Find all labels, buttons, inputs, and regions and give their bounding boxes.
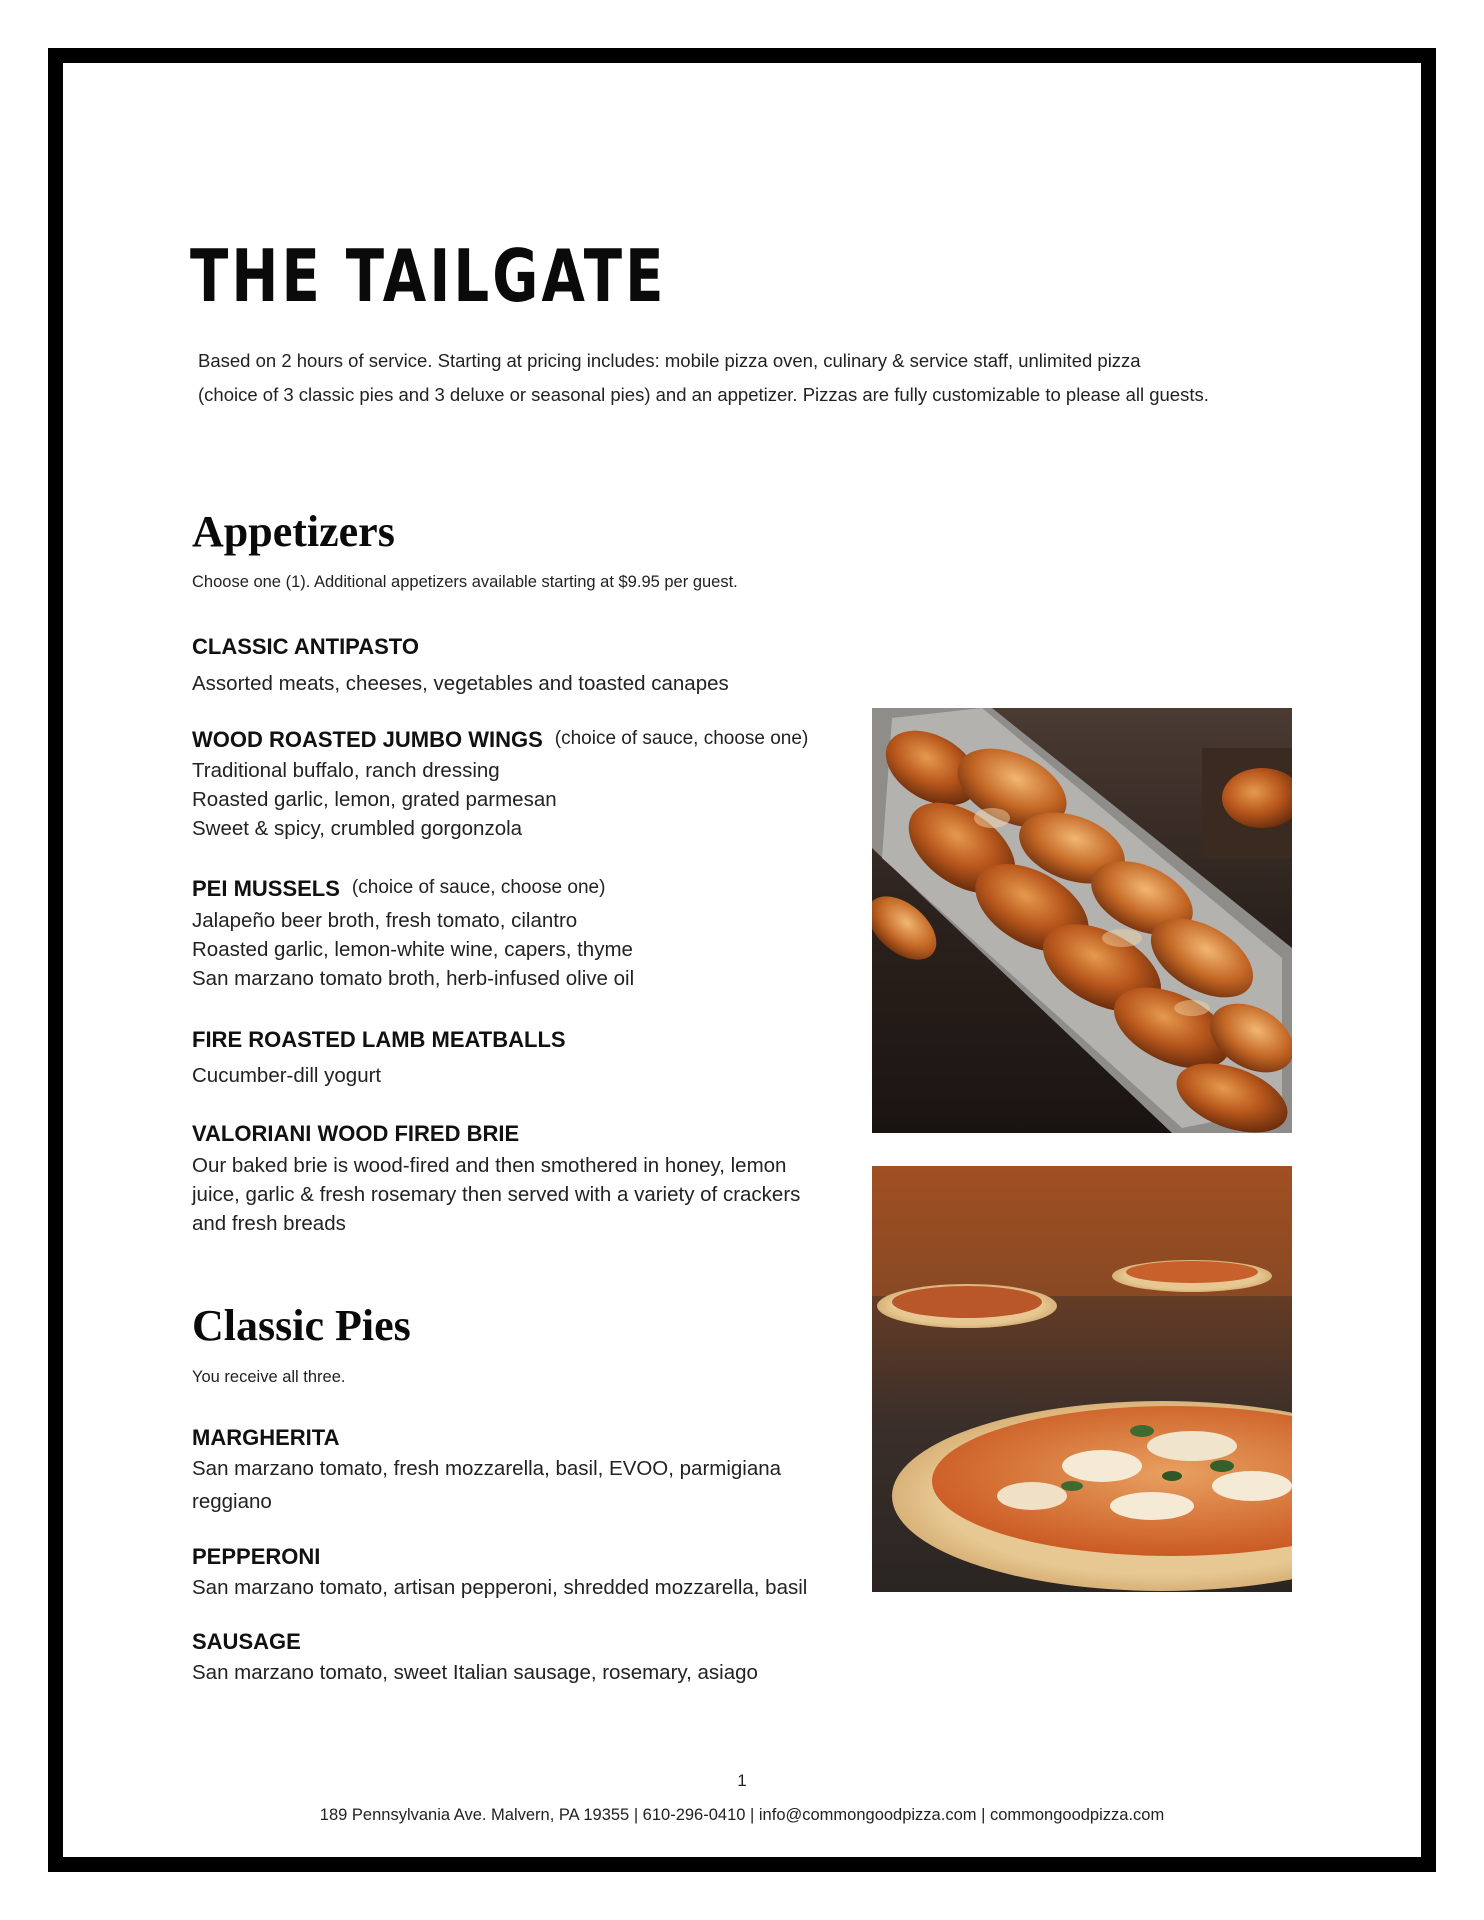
menu-item-description	[192, 1061, 832, 1090]
intro-line: Based on 2 hours of service. Starting at pricing includes: mobile pizza oven, culinary & service staff, unlimited pizza	[198, 350, 1141, 371]
description-line: Assorted meats, cheeses, vegetables and toasted canapes	[192, 672, 729, 695]
description-line: reggiano	[192, 1490, 272, 1513]
pizza-photo-image	[872, 1166, 1292, 1592]
menu-item-description	[192, 1151, 832, 1238]
description-line: and fresh breads	[192, 1212, 346, 1235]
menu-item-name: SAUSAGE	[192, 1629, 301, 1654]
menu-item-name: WOOD ROASTED JUMBO WINGS	[192, 727, 543, 752]
page-number: 1	[737, 1771, 747, 1790]
menu-item-title	[192, 1029, 566, 1051]
description-line: Our baked brie is wood-fired and then smothered in honey, lemon	[192, 1154, 787, 1177]
menu-item-description	[192, 906, 832, 993]
description-line: Traditional buffalo, ranch dressing	[192, 759, 500, 782]
menu-item-description	[192, 1658, 832, 1687]
description-line: Sweet & spicy, crumbled gorgonzola	[192, 817, 523, 840]
wings-photo	[872, 708, 1292, 1133]
description-line: Roasted garlic, lemon-white wine, capers, thyme	[192, 938, 633, 961]
menu-item-note: (choice of sauce, choose one)	[351, 877, 606, 898]
page-title: THE TAILGATE	[190, 234, 667, 318]
wings-photo-image	[872, 708, 1292, 1133]
intro-text	[198, 344, 1248, 412]
description-line: San marzano tomato, artisan pepperoni, shredded mozzarella, basil	[192, 1576, 808, 1599]
intro-line: (choice of 3 classic pies and 3 deluxe or seasonal pies) and an appetizer. Pizzas are fully customizable to please all guests.	[198, 384, 1209, 405]
appetizers-note: Choose one (1). Additional appetizers available starting at $9.95 per guest.	[192, 573, 738, 591]
menu-item-note: (choice of sauce, choose one)	[554, 728, 809, 749]
footer-contact: 189 Pennsylvania Ave. Malvern, PA 19355 | 610-296-0410 | info@commongoodpizza.com | commongoodpizza.com	[319, 1806, 1165, 1824]
menu-item-title	[192, 1123, 519, 1145]
menu-item-title	[192, 729, 808, 751]
description-line: San marzano tomato, fresh mozzarella, basil, EVOO, parmigiana	[192, 1457, 782, 1480]
description-line: San marzano tomato broth, herb-infused olive oil	[192, 967, 635, 990]
menu-item-name: CLASSIC ANTIPASTO	[192, 634, 419, 659]
menu-item-title	[192, 1631, 301, 1653]
appetizers-heading: Appetizers	[192, 507, 395, 556]
menu-item-name: MARGHERITA	[192, 1425, 340, 1450]
menu-item-description	[192, 1454, 832, 1516]
classic-pies-note: You receive all three.	[192, 1368, 346, 1386]
description-line: Roasted garlic, lemon, grated parmesan	[192, 788, 557, 811]
description-line: San marzano tomato, sweet Italian sausage, rosemary, asiago	[192, 1661, 758, 1684]
menu-item-name: FIRE ROASTED LAMB MEATBALLS	[192, 1027, 566, 1052]
menu-item-title	[192, 1546, 320, 1568]
description-line: Jalapeño beer broth, fresh tomato, cilantro	[192, 909, 578, 932]
description-line: Cucumber-dill yogurt	[192, 1064, 382, 1087]
menu-item-name: VALORIANI WOOD FIRED BRIE	[192, 1121, 520, 1146]
menu-item-title	[192, 878, 605, 900]
menu-item-description	[192, 669, 832, 698]
menu-item-name: PEI MUSSELS	[192, 876, 340, 901]
pizza-photo	[872, 1166, 1292, 1592]
menu-item-title	[192, 1427, 339, 1449]
classic-pies-heading: Classic Pies	[192, 1301, 411, 1350]
menu-item-description	[192, 756, 832, 843]
description-line: juice, garlic & fresh rosemary then served with a variety of crackers	[192, 1183, 801, 1206]
menu-item-description	[192, 1573, 832, 1602]
menu-item-name: PEPPERONI	[192, 1544, 321, 1569]
menu-item-title	[192, 636, 419, 658]
